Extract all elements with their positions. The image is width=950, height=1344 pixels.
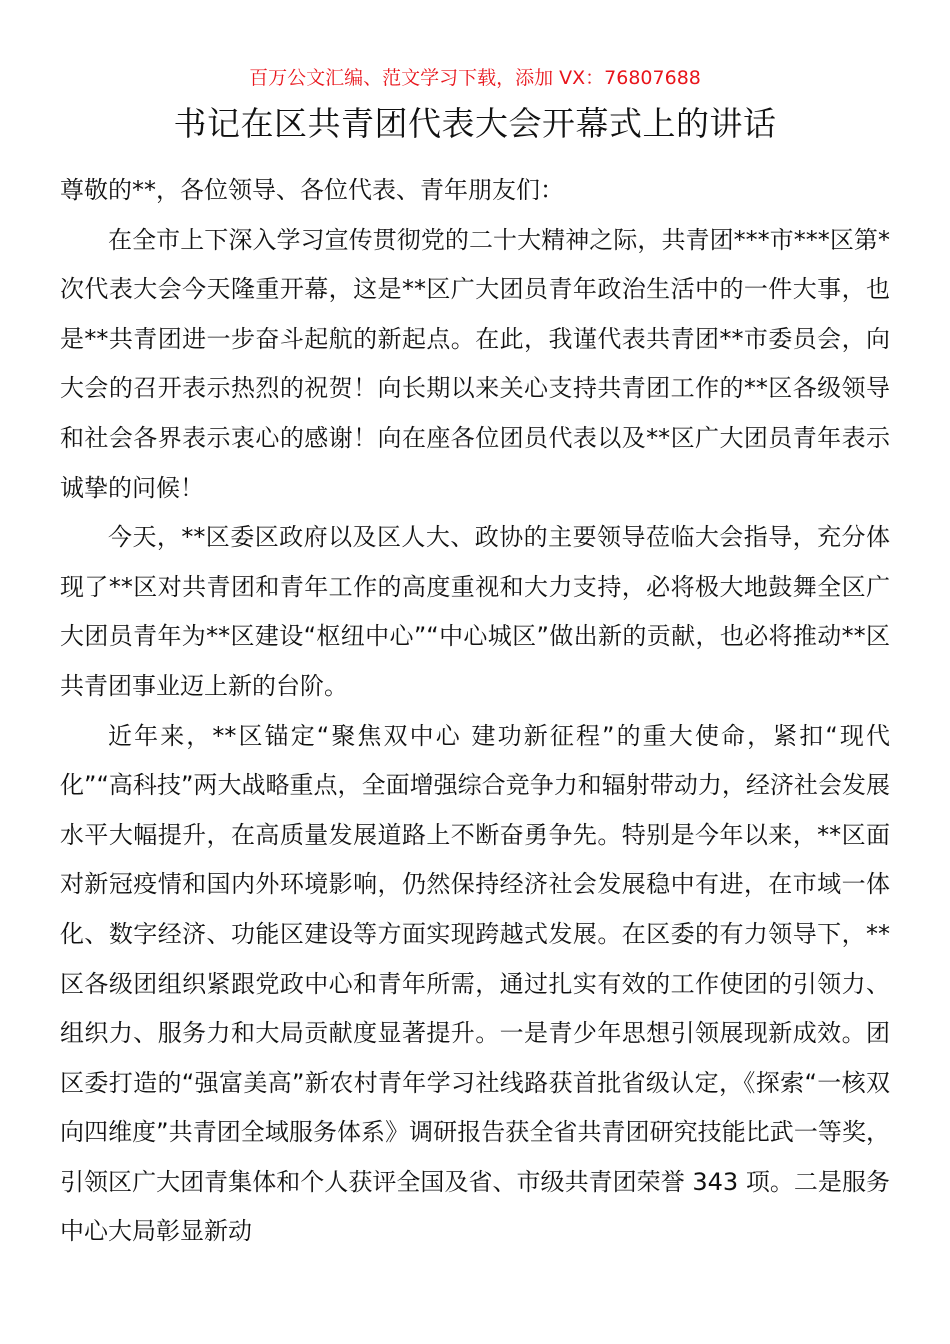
document-title: 书记在区共青团代表大会开幕式上的讲话 xyxy=(173,104,777,143)
paragraph-2: 今天，**区委区政府以及区人大、政协的主要领导莅临大会指导，充分体现了**区对共青团和青年工作的高度重视和大力支持，必将极大地鼓舞全区广大团员青年为**区建设“枢纽中心”“中心城区”做出新的贡献，也必将推动**区共青团事业迈上新的台阶。 xyxy=(60,523,890,700)
paragraph-1: 在全市上下深入学习宣传贯彻党的二十大精神之际，共青团***市***区第*次代表大会今天隆重开幕，这是**区广大团员青年政治生活中的一件大事，也是**共青团进一步奋斗起航的新起点。在此，我谨代表共青团**市委员会，向大会的召开表示热烈的祝贺！向长期以来关心支持共青团工作的**区各级领导和社会各界表示衷心的感谢！向在座各位团员代表以及**区广大团员青年表示诚挚的问候！ xyxy=(60,225,890,502)
promo-banner: 百万公文汇编、范文学习下载，添加 VX：76807688 xyxy=(249,67,701,89)
salutation: 尊敬的**，各位领导、各位代表、青年朋友们： xyxy=(60,176,564,204)
paragraph-3: 近年来，**区锚定“聚焦双中心 建功新征程”的重大使命，紧扣“现代化”“高科技”两大战略重点，全面增强综合竞争力和辐射带动力，经济社会发展水平大幅提升，在高质量发展道路上不断奋勇争先。特别是今年以来，**区面对新冠疫情和国内外环境影响，仍然保持经济社会发展稳中有进，在市域一体化、数字经济、功能区建设等方面实现跨越式发展。在区委的有力领导下，**区各级团组织紧跟党政中心和青年所需，通过扎实有效的工作使团的引领力、组织力、服务力和大局贡献度显著提升。一是青少年思想引领展现新成效。团区委打造的“强富美高”新农村青年学习社线路获首批省级认定，《探索“一核双向四维度”共青团全域服务体系》调研报告获全省共青团研究技能比武一等奖，引领区广大团青集体和个人获评全国及省、市级共青团荣誉 343 项。二是服务中心大局彰显新动 xyxy=(60,721,890,1246)
